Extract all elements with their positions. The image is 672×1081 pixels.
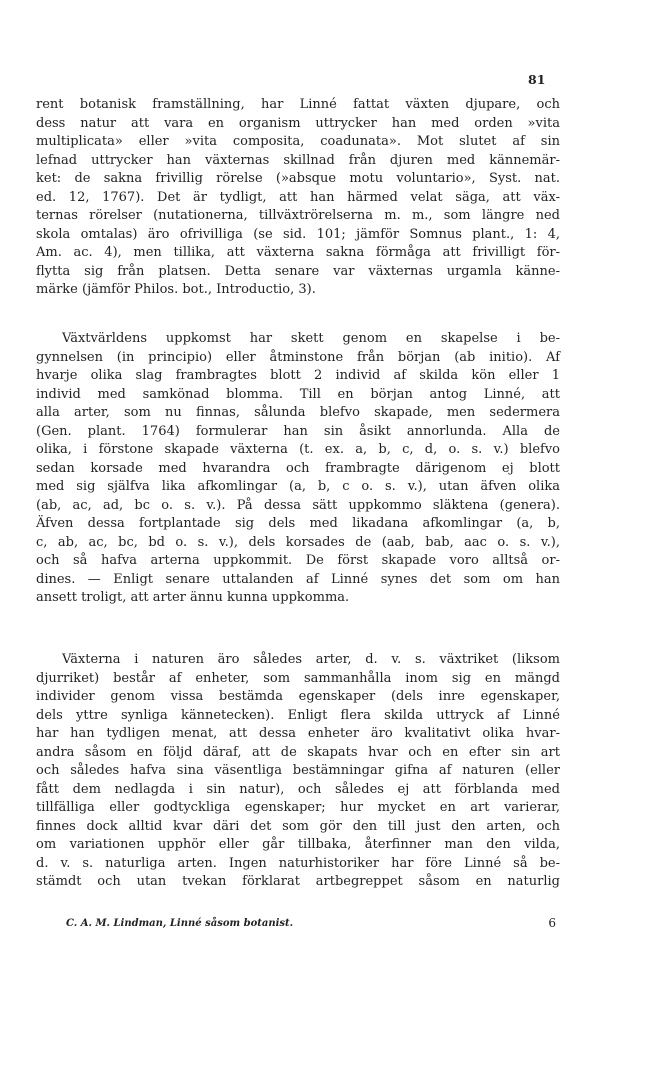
text-line: har han tydligen menat, att dessa enheter äro kvalitativt olika hvar- [36,726,560,741]
text-line: tillfälliga eller godtyckliga egenskaper; hur mycket en art varierar, [36,800,560,815]
text-line: och så hafva arterna uppkommit. De först skapade voro alltså or- [36,553,560,568]
text-line: Am. ac. 4), men tillika, att växterna sakna förmåga att frivilligt för- [36,245,560,260]
sheet-number: 6 [548,916,556,930]
text-line: dess natur att vara en organism uttrycker han med orden »vita [36,115,560,131]
text-line: med sig själfva lika afkomlingar (a, b, c o. s. v.), utan äfven olika [36,479,560,494]
page-footer [66,918,556,929]
text-line: ed. 12, 1767). Det är tydligt, att han härmed velat säga, att väx- [36,189,560,205]
text-line: ternas rörelser (nutationerna, tillväxtrörelserna m. m., som längre ned [36,208,560,223]
text-line: dels yttre synliga kännetecken). Enligt flera skilda uttryck af Linné [36,707,560,723]
text-line: lefnad uttrycker han växternas skillnad från djuren med kännemär- [36,152,560,168]
text-line: finnes dock alltid kvar däri det som gör den till just den arten, och [36,818,560,834]
text-line: och således hafva sina väsentliga bestämningar gifna af naturen (eller [36,763,560,778]
text-line: ket: de sakna frivillig rörelse (»absque motu voluntario», Syst. nat. [36,171,560,186]
text-line: flytta sig från platsen. Detta senare var växternas urgamla känne- [36,263,560,279]
page-number: 81 [528,72,546,87]
text-line: om variationen upphör eller går tillbaka, återfinner man den vilda, [36,837,560,852]
text-line: c, ab, ac, bc, bd o. s. v.), dels korsades de (aab, bab, aac o. s. v.), [36,534,560,550]
text-line: märke (jämför Philos. bot., Introductio, 3). [36,282,316,297]
text-line: gynnelsen (in principio) eller åtminstone från början (ab initio). Af [36,349,560,365]
footer-signature: C. A. M. Lindman, Linné såsom botanist. [66,918,294,929]
text-line: Växtvärldens uppkomst har skett genom en skapelse i be- [62,331,560,346]
text-line: fått dem nedlagda i sin natur), och således ej att förblanda med [36,781,560,797]
text-line: ansett troligt, att arter ännu kunna uppkomma. [36,590,350,605]
text-line: (Gen. plant. 1764) formulerar han sin åsikt annorlunda. Alla de [36,423,560,439]
text-line: alla arter, som nu finnas, sålunda blefvo skapade, men sedermera [36,405,560,420]
text-line: stämdt och utan tvekan förklarat artbegreppet såsom en naturlig [36,874,560,889]
text-line: individ med samkönad blomma. Till en början antog Linné, att [36,386,560,402]
text-line: sedan korsade med hvarandra och frambragte därigenom ej blott [36,460,560,476]
text-line: andra såsom en följd däraf, att de skapats hvar och en efter sin art [36,744,560,760]
text-line: rent botanisk framställning, har Linné fattat växten djupare, och [36,97,560,112]
text-line: d. v. s. naturliga arten. Ingen naturhistoriker har före Linné så be- [36,855,560,871]
text-line: multiplicata» eller »vita composita, coadunata». Mot slutet af sin [36,134,560,149]
text-line: Äfven dessa fortplantade sig dels med likadana afkomlingar (a, b, [36,516,560,531]
text-line: skola omtalas) äro ofrivilliga (se sid. 101; jämför Somnus plant., 1: 4, [36,226,560,242]
text-line: hvarje olika slag frambragtes blott 2 individ af skilda kön eller 1 [36,368,560,383]
text-line: (ab, ac, ad, bc o. s. v.). På dessa sätt uppkommo släktena (genera). [36,497,560,513]
text-line: individer genom vissa bestämda egenskaper (dels inre egenskaper, [36,689,560,704]
paragraph-3 [36,651,560,892]
paragraph-2 [36,330,560,608]
text-line: djurriket) består af enheter, som sammanhålla inom sig en mängd [36,670,560,686]
paragraph-1 [36,96,560,300]
text-line: dines. — Enligt senare uttalanden af Linné synes det som om han [36,571,560,587]
text-line: Växterna i naturen äro således arter, d. v. s. växtriket (liksom [62,652,560,667]
text-line: olika, i förstone skapade växterna (t. ex. a, b, c, d, o. s. v.) blefvo [36,442,560,457]
